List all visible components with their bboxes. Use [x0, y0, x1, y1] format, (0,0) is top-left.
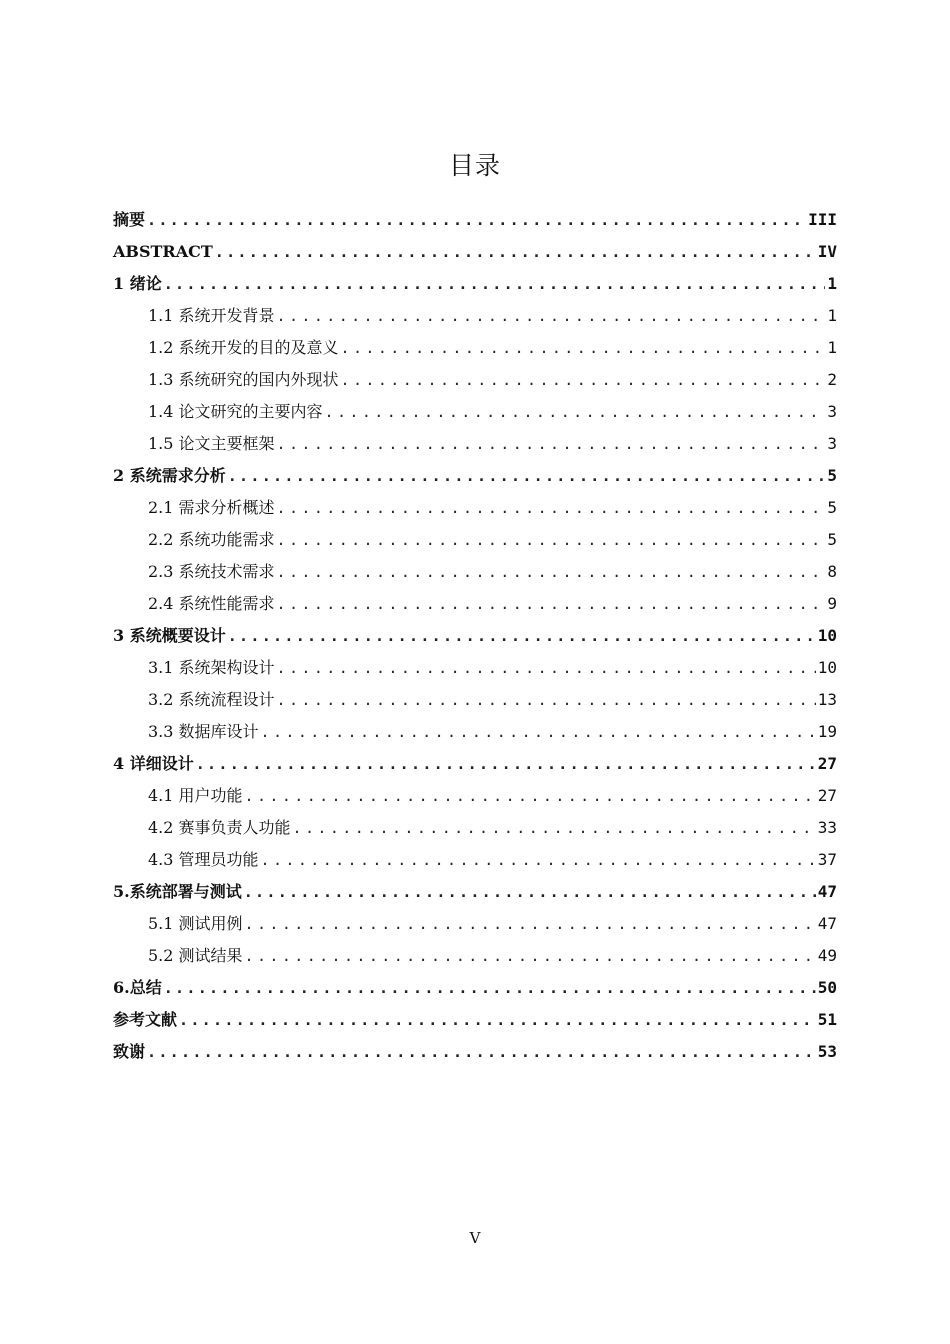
toc-dot-leader — [261, 844, 816, 876]
toc-entry-label: 4.2 赛事负责人功能 — [148, 818, 291, 837]
toc-dot-leader — [341, 332, 826, 364]
toc-section-entry[interactable] — [113, 524, 837, 556]
toc-entry-label: 1.1 系统开发背景 — [148, 306, 275, 325]
toc-dot-leader — [179, 1004, 816, 1036]
toc-dot-leader — [277, 428, 826, 460]
toc-entry-page-number: 33 — [817, 818, 837, 837]
toc-section-entry[interactable] — [113, 780, 837, 812]
toc-dot-leader — [245, 780, 816, 812]
toc-dot-leader — [277, 492, 826, 524]
toc-chapter-entry[interactable] — [113, 1004, 837, 1036]
toc-entry-label: 4.3 管理员功能 — [148, 850, 259, 869]
toc-entry-page-number: 19 — [817, 722, 837, 741]
toc-entry-page-number: 1 — [827, 274, 837, 293]
toc-entry-page-number: 50 — [817, 978, 837, 997]
toc-section-entry[interactable] — [113, 332, 837, 364]
toc-section-entry[interactable] — [113, 556, 837, 588]
toc-entry-label: 5.2 测试结果 — [148, 946, 243, 965]
toc-entry-page-number: 10 — [817, 626, 837, 645]
toc-section-entry[interactable] — [113, 492, 837, 524]
toc-entry-page-number: 5 — [827, 498, 837, 517]
toc-entry-page-number: IV — [817, 242, 837, 261]
toc-entry-label: 1.4 论文研究的主要内容 — [148, 402, 323, 421]
toc-entry-page-number: 53 — [817, 1042, 837, 1061]
toc-entry-label: 3 系统概要设计 — [113, 626, 226, 645]
toc-section-entry[interactable] — [113, 396, 837, 428]
toc-section-entry[interactable] — [113, 652, 837, 684]
toc-entry-label: 5.系统部署与测试 — [113, 882, 242, 901]
toc-entry-page-number: 1 — [827, 338, 837, 357]
toc-dot-leader — [244, 876, 816, 908]
toc-entry-page-number: 51 — [817, 1010, 837, 1029]
toc-entry-page-number: 3 — [827, 434, 837, 453]
toc-chapter-entry[interactable] — [113, 1036, 837, 1068]
page-number-footer: V — [469, 1229, 481, 1247]
toc-dot-leader — [245, 908, 816, 940]
toc-entry-page-number: 37 — [817, 850, 837, 869]
toc-entry-label: 4 详细设计 — [113, 754, 194, 773]
toc-dot-leader — [277, 556, 826, 588]
toc-entry-page-number: 49 — [817, 946, 837, 965]
toc-chapter-entry[interactable] — [113, 748, 837, 780]
toc-entry-page-number: 2 — [827, 370, 837, 389]
toc-entry-label: 1.3 系统研究的国内外现状 — [148, 370, 339, 389]
toc-entry-page-number: 5 — [827, 466, 837, 485]
toc-chapter-entry[interactable] — [113, 204, 837, 236]
toc-section-entry[interactable] — [113, 684, 837, 716]
toc-dot-leader — [147, 204, 806, 236]
toc-section-entry[interactable] — [113, 300, 837, 332]
toc-section-entry[interactable] — [113, 716, 837, 748]
toc-entry-label: 2.1 需求分析概述 — [148, 498, 275, 517]
toc-chapter-entry[interactable] — [113, 268, 837, 300]
toc-entry-label: 摘要 — [113, 210, 146, 229]
toc-entry-page-number: 47 — [817, 914, 837, 933]
toc-entry-label: 2.4 系统性能需求 — [148, 594, 275, 613]
toc-entry-label: 1 绪论 — [113, 274, 162, 293]
toc-dot-leader — [277, 300, 826, 332]
toc-entry-page-number: 5 — [827, 530, 837, 549]
toc-entry-page-number: 47 — [817, 882, 837, 901]
toc-dot-leader — [164, 268, 826, 300]
toc-entry-label: 致谢 — [113, 1042, 146, 1061]
toc-entry-label: ABSTRACT — [113, 242, 213, 261]
toc-entry-page-number: 27 — [817, 786, 837, 805]
toc-entry-label: 4.1 用户功能 — [148, 786, 243, 805]
toc-title: 目录 — [448, 151, 501, 180]
toc-entry-page-number: 13 — [817, 690, 837, 709]
toc-dot-leader — [228, 460, 826, 492]
toc-section-entry[interactable] — [113, 364, 837, 396]
toc-entry-page-number: 8 — [827, 562, 837, 581]
toc-entry-label: 5.1 测试用例 — [148, 914, 243, 933]
toc-entry-page-number: 10 — [817, 658, 837, 677]
toc-entry-label: 参考文献 — [113, 1010, 178, 1029]
toc-dot-leader — [277, 684, 816, 716]
toc-entry-label: 2 系统需求分析 — [113, 466, 226, 485]
toc-dot-leader — [325, 396, 826, 428]
toc-dot-leader — [341, 364, 826, 396]
toc-dot-leader — [147, 1036, 816, 1068]
toc-entry-page-number: III — [808, 210, 837, 229]
toc-dot-leader — [293, 812, 816, 844]
toc-entry-label: 1.5 论文主要框架 — [148, 434, 275, 453]
toc-entry-label: 2.3 系统技术需求 — [148, 562, 275, 581]
toc-dot-leader — [245, 940, 816, 972]
toc-entry-page-number: 3 — [827, 402, 837, 421]
toc-section-entry[interactable] — [113, 908, 837, 940]
toc-section-entry[interactable] — [113, 812, 837, 844]
toc-dot-leader — [164, 972, 816, 1004]
toc-entry-label: 2.2 系统功能需求 — [148, 530, 275, 549]
table-of-contents — [113, 204, 837, 1068]
toc-entry-page-number: 27 — [817, 754, 837, 773]
toc-entry-label: 3.1 系统架构设计 — [148, 658, 275, 677]
toc-chapter-entry[interactable] — [113, 236, 837, 268]
toc-dot-leader — [277, 524, 826, 556]
toc-dot-leader — [261, 716, 816, 748]
toc-chapter-entry[interactable] — [113, 460, 837, 492]
toc-dot-leader — [277, 652, 816, 684]
toc-chapter-entry[interactable] — [113, 620, 837, 652]
toc-entry-label: 3.3 数据库设计 — [148, 722, 259, 741]
toc-chapter-entry[interactable] — [113, 876, 837, 908]
toc-dot-leader — [277, 588, 826, 620]
toc-chapter-entry[interactable] — [113, 972, 837, 1004]
toc-section-entry[interactable] — [113, 588, 837, 620]
toc-section-entry[interactable] — [113, 428, 837, 460]
toc-entry-label: 3.2 系统流程设计 — [148, 690, 275, 709]
toc-entry-label: 6.总结 — [113, 978, 162, 997]
toc-dot-leader — [228, 620, 816, 652]
toc-entry-label: 1.2 系统开发的目的及意义 — [148, 338, 339, 357]
toc-dot-leader — [215, 236, 816, 268]
toc-entry-page-number: 9 — [827, 594, 837, 613]
toc-entry-page-number: 1 — [827, 306, 837, 325]
toc-section-entry[interactable] — [113, 844, 837, 876]
toc-dot-leader — [196, 748, 816, 780]
toc-section-entry[interactable] — [113, 940, 837, 972]
